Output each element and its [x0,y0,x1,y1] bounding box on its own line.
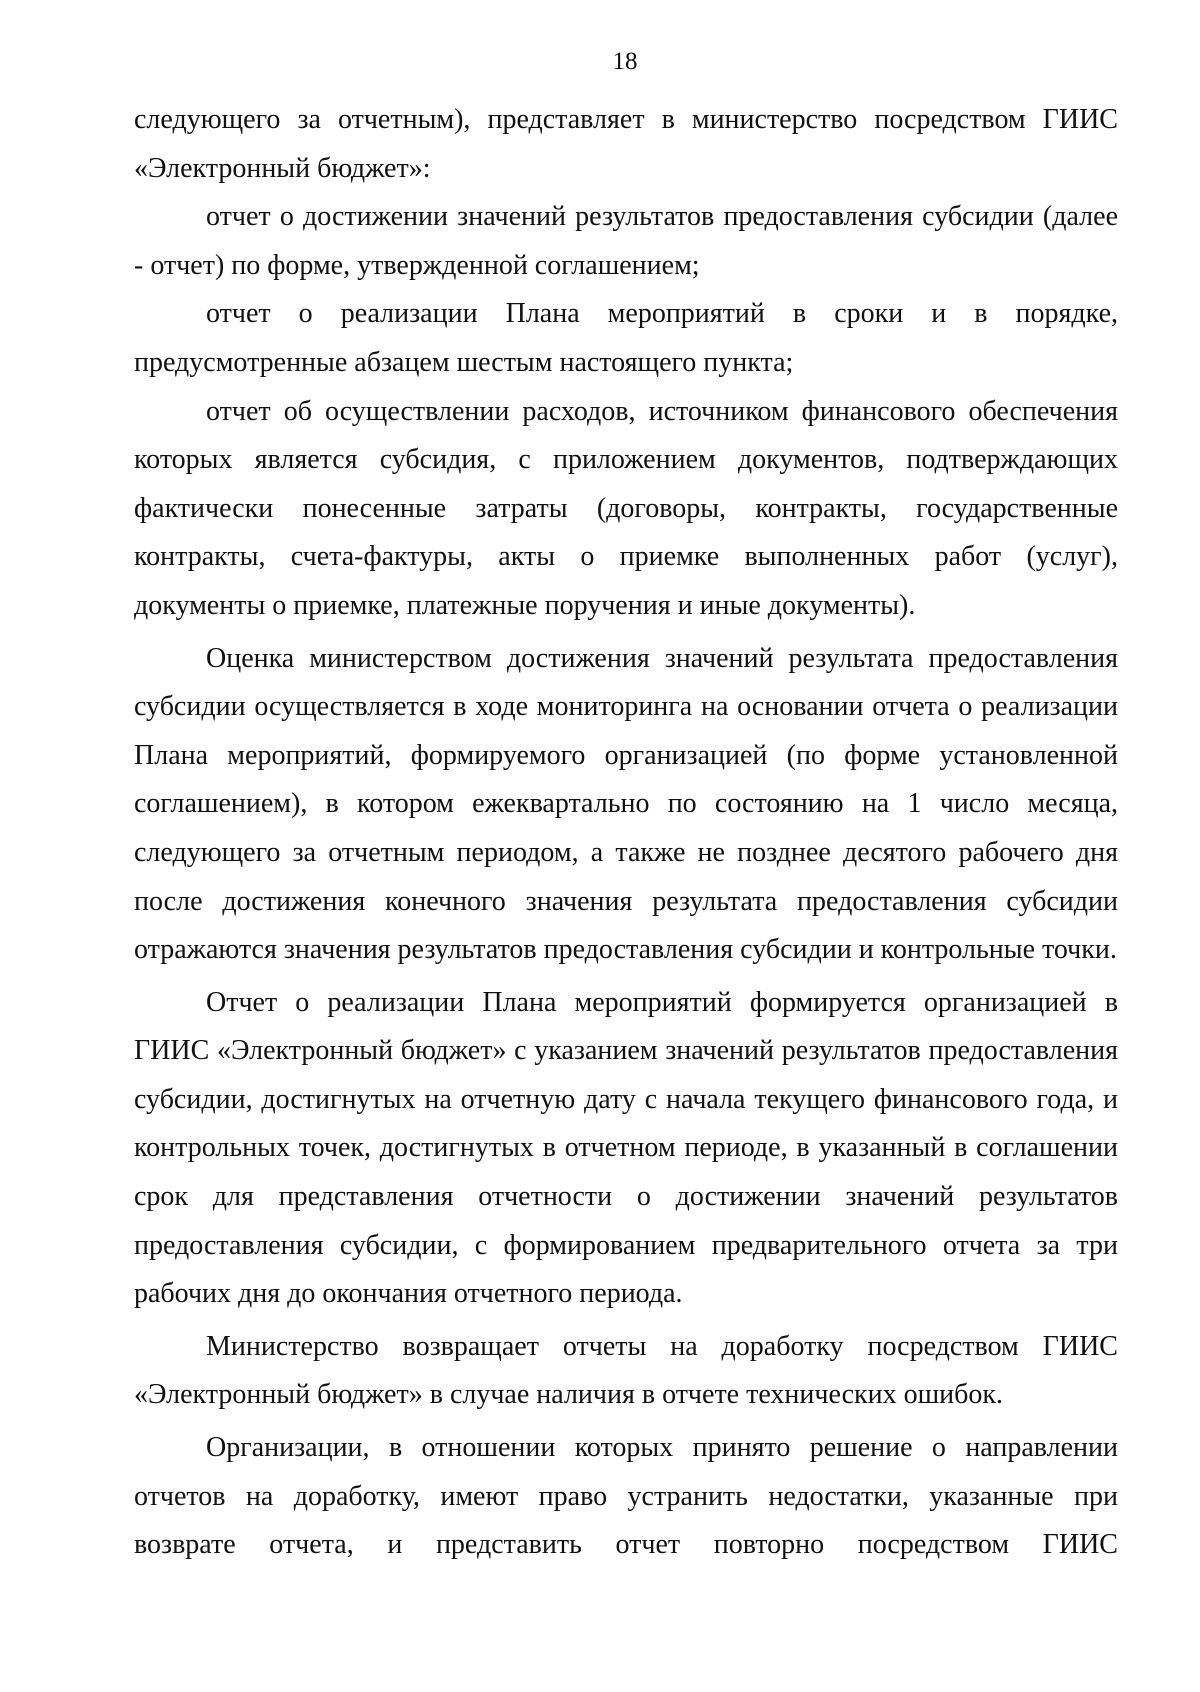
paragraph-plan-report-formation: Отчет о реализации Плана мероприятий формируется организацией в ГИИС «Электронный бюджет» с указанием значений результатов предоставления субсидии, достигнутых на отчетную дату с начала текущего финансового года, и контрольных точек, достигнутых в отчетном периоде, в указанный в соглашении срок для представления отчетности о достижении значений результатов предоставления субсидии, с формированием предварительного отчета за три рабочих дня до окончания отчетного периода. [134,986,1118,1310]
paragraph-report-plan: отчет о реализации Плана мероприятий в сроки и в порядке, предусмотренные абзацем шестым настоящего пункта; [134,298,1118,378]
paragraph-organizations-rework: Организации, в отношении которых принято решение о направлении отчетов на доработку, имеют право устранить недостатки, указанные при возврате отчета, и представить отчет повторно посредством ГИИС [134,1432,1118,1561]
page-number: 18 [612,48,638,75]
paragraph-report-expenses: отчет об осуществлении расходов, источником финансового обеспечения которых является субсидия, с приложением документов, подтверждающих фактически понесенные затраты (договоры, контракты, государственные контракты, счета-фактуры, акты о приемке выполненных работ (услуг), документы о приемке, платежные поручения и иные документы). [134,395,1118,621]
document-body [134,96,1118,1570]
paragraph-assessment: Оценка министерством достижения значений результата предоставления субсидии осуществляется в ходе мониторинга на основании отчета о реализации Плана мероприятий, формируемого организацией (по форме установленной соглашением), в котором ежеквартально по состоянию на 1 число месяца, следующего за отчетным периодом, а также не позднее десятого рабочего дня после достижения конечного значения результата предоставления субсидии отражаются значения результатов предоставления субсидии и контрольные точки. [134,642,1118,966]
paragraph-report-results: отчет о достижении значений результатов предоставления субсидии (далее - отчет) по форме, утвержденной соглашением; [134,201,1118,281]
paragraph-ministry-return: Министерство возвращает отчеты на доработку посредством ГИИС «Электронный бюджет» в случае наличия в отчете технических ошибок. [134,1330,1118,1411]
paragraph-continuation: следующего за отчетным), представляет в министерство посредством ГИИС «Электронный бюджет»: [134,104,1118,184]
